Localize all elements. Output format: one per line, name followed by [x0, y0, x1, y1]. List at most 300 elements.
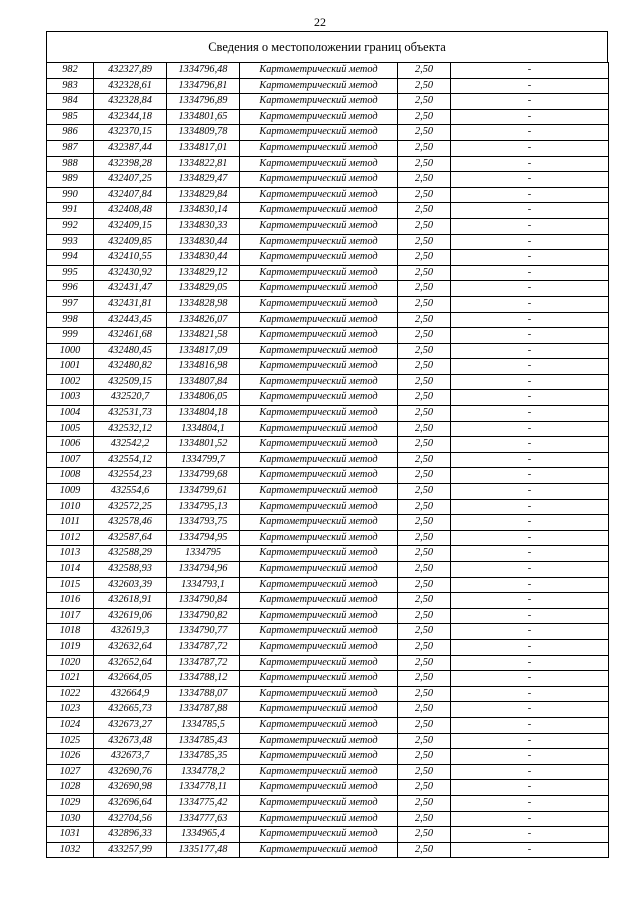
accuracy-cell: 2,50	[398, 608, 451, 624]
method-cell: Картометрический метод	[240, 312, 398, 328]
method-cell: Картометрический метод	[240, 671, 398, 687]
description-cell: -	[451, 234, 609, 250]
accuracy-cell: 2,50	[398, 109, 451, 125]
description-cell: -	[451, 406, 609, 422]
point-number-cell: 1016	[47, 593, 94, 609]
x-coordinate-cell: 432673,7	[94, 749, 167, 765]
accuracy-cell: 2,50	[398, 343, 451, 359]
point-number-cell: 1015	[47, 577, 94, 593]
point-number-cell: 1018	[47, 624, 94, 640]
point-number-cell: 991	[47, 203, 94, 219]
table-row	[47, 250, 609, 266]
accuracy-cell: 2,50	[398, 639, 451, 655]
y-coordinate-cell: 1334830,44	[167, 234, 240, 250]
table-row	[47, 187, 609, 203]
method-cell: Картометрический метод	[240, 499, 398, 515]
description-cell: -	[451, 764, 609, 780]
method-cell: Картометрический метод	[240, 717, 398, 733]
y-coordinate-cell: 1334830,14	[167, 203, 240, 219]
y-coordinate-cell: 1334830,33	[167, 218, 240, 234]
table-row	[47, 421, 609, 437]
y-coordinate-cell: 1334801,52	[167, 437, 240, 453]
point-number-cell: 1031	[47, 827, 94, 843]
point-number-cell: 1020	[47, 655, 94, 671]
table-row	[47, 499, 609, 515]
accuracy-cell: 2,50	[398, 281, 451, 297]
accuracy-cell: 2,50	[398, 733, 451, 749]
y-coordinate-cell: 1334777,63	[167, 811, 240, 827]
point-number-cell: 1027	[47, 764, 94, 780]
x-coordinate-cell: 432704,56	[94, 811, 167, 827]
method-cell: Картометрический метод	[240, 452, 398, 468]
x-coordinate-cell: 432690,76	[94, 764, 167, 780]
y-coordinate-cell: 1334796,81	[167, 78, 240, 94]
y-coordinate-cell: 1334799,61	[167, 484, 240, 500]
accuracy-cell: 2,50	[398, 686, 451, 702]
point-number-cell: 1011	[47, 515, 94, 531]
point-number-cell: 1023	[47, 702, 94, 718]
method-cell: Картометрический метод	[240, 733, 398, 749]
x-coordinate-cell: 432632,64	[94, 639, 167, 655]
y-coordinate-cell: 1334787,72	[167, 655, 240, 671]
y-coordinate-cell: 1335177,48	[167, 842, 240, 858]
point-number-cell: 1019	[47, 639, 94, 655]
description-cell: -	[451, 312, 609, 328]
y-coordinate-cell: 1334828,98	[167, 296, 240, 312]
y-coordinate-cell: 1334794,96	[167, 562, 240, 578]
accuracy-cell: 2,50	[398, 359, 451, 375]
table-row	[47, 780, 609, 796]
method-cell: Картометрический метод	[240, 608, 398, 624]
accuracy-cell: 2,50	[398, 218, 451, 234]
y-coordinate-cell: 1334795,13	[167, 499, 240, 515]
table-row	[47, 468, 609, 484]
x-coordinate-cell: 432587,64	[94, 530, 167, 546]
point-number-cell: 1021	[47, 671, 94, 687]
table-row	[47, 624, 609, 640]
accuracy-cell: 2,50	[398, 717, 451, 733]
description-cell: -	[451, 827, 609, 843]
description-cell: -	[451, 187, 609, 203]
accuracy-cell: 2,50	[398, 593, 451, 609]
point-number-cell: 1006	[47, 437, 94, 453]
x-coordinate-cell: 432370,15	[94, 125, 167, 141]
point-number-cell: 994	[47, 250, 94, 266]
y-coordinate-cell: 1334785,5	[167, 717, 240, 733]
description-cell: -	[451, 94, 609, 110]
y-coordinate-cell: 1334822,81	[167, 156, 240, 172]
point-number-cell: 1013	[47, 546, 94, 562]
description-cell: -	[451, 374, 609, 390]
description-cell: -	[451, 593, 609, 609]
description-cell: -	[451, 218, 609, 234]
x-coordinate-cell: 432673,48	[94, 733, 167, 749]
point-number-cell: 1024	[47, 717, 94, 733]
table-row	[47, 827, 609, 843]
y-coordinate-cell: 1334817,09	[167, 343, 240, 359]
table-row	[47, 218, 609, 234]
y-coordinate-cell: 1334830,44	[167, 250, 240, 266]
table-row	[47, 125, 609, 141]
accuracy-cell: 2,50	[398, 795, 451, 811]
y-coordinate-cell: 1334785,35	[167, 749, 240, 765]
y-coordinate-cell: 1334790,82	[167, 608, 240, 624]
description-cell: -	[451, 109, 609, 125]
method-cell: Картометрический метод	[240, 515, 398, 531]
description-cell: -	[451, 795, 609, 811]
point-number-cell: 1000	[47, 343, 94, 359]
x-coordinate-cell: 432531,73	[94, 406, 167, 422]
method-cell: Картометрический метод	[240, 827, 398, 843]
method-cell: Картометрический метод	[240, 359, 398, 375]
point-number-cell: 1003	[47, 390, 94, 406]
y-coordinate-cell: 1334829,47	[167, 172, 240, 188]
point-number-cell: 1017	[47, 608, 94, 624]
y-coordinate-cell: 1334816,98	[167, 359, 240, 375]
accuracy-cell: 2,50	[398, 328, 451, 344]
table-row	[47, 328, 609, 344]
accuracy-cell: 2,50	[398, 140, 451, 156]
table-row	[47, 639, 609, 655]
description-cell: -	[451, 749, 609, 765]
x-coordinate-cell: 432480,45	[94, 343, 167, 359]
y-coordinate-cell: 1334788,07	[167, 686, 240, 702]
description-cell: -	[451, 842, 609, 858]
description-cell: -	[451, 624, 609, 640]
point-number-cell: 1026	[47, 749, 94, 765]
x-coordinate-cell: 432664,05	[94, 671, 167, 687]
accuracy-cell: 2,50	[398, 780, 451, 796]
table-row	[47, 608, 609, 624]
point-number-cell: 1029	[47, 795, 94, 811]
table-row	[47, 140, 609, 156]
accuracy-cell: 2,50	[398, 764, 451, 780]
y-coordinate-cell: 1334809,78	[167, 125, 240, 141]
point-number-cell: 983	[47, 78, 94, 94]
y-coordinate-cell: 1334794,95	[167, 530, 240, 546]
x-coordinate-cell: 432327,89	[94, 63, 167, 79]
point-number-cell: 1007	[47, 452, 94, 468]
method-cell: Картометрический метод	[240, 795, 398, 811]
description-cell: -	[451, 250, 609, 266]
method-cell: Картометрический метод	[240, 281, 398, 297]
point-number-cell: 996	[47, 281, 94, 297]
table-body	[47, 63, 609, 858]
x-coordinate-cell: 432619,3	[94, 624, 167, 640]
method-cell: Картометрический метод	[240, 203, 398, 219]
description-cell: -	[451, 140, 609, 156]
table-row	[47, 842, 609, 858]
description-cell: -	[451, 546, 609, 562]
table-row	[47, 94, 609, 110]
accuracy-cell: 2,50	[398, 842, 451, 858]
method-cell: Картометрический метод	[240, 234, 398, 250]
method-cell: Картометрический метод	[240, 577, 398, 593]
x-coordinate-cell: 432408,48	[94, 203, 167, 219]
y-coordinate-cell: 1334787,88	[167, 702, 240, 718]
description-cell: -	[451, 421, 609, 437]
accuracy-cell: 2,50	[398, 374, 451, 390]
x-coordinate-cell: 432696,64	[94, 795, 167, 811]
point-number-cell: 987	[47, 140, 94, 156]
description-cell: -	[451, 780, 609, 796]
accuracy-cell: 2,50	[398, 577, 451, 593]
x-coordinate-cell: 432431,47	[94, 281, 167, 297]
x-coordinate-cell: 432344,18	[94, 109, 167, 125]
method-cell: Картометрический метод	[240, 374, 398, 390]
table-row	[47, 390, 609, 406]
table-row	[47, 63, 609, 79]
description-cell: -	[451, 63, 609, 79]
point-number-cell: 992	[47, 218, 94, 234]
table-row	[47, 764, 609, 780]
accuracy-cell: 2,50	[398, 234, 451, 250]
x-coordinate-cell: 432328,61	[94, 78, 167, 94]
table-row	[47, 437, 609, 453]
point-number-cell: 1030	[47, 811, 94, 827]
point-number-cell: 984	[47, 94, 94, 110]
description-cell: -	[451, 811, 609, 827]
method-cell: Картометрический метод	[240, 94, 398, 110]
x-coordinate-cell: 432572,25	[94, 499, 167, 515]
table-row	[47, 671, 609, 687]
method-cell: Картометрический метод	[240, 593, 398, 609]
method-cell: Картометрический метод	[240, 109, 398, 125]
accuracy-cell: 2,50	[398, 203, 451, 219]
y-coordinate-cell: 1334793,1	[167, 577, 240, 593]
point-number-cell: 1001	[47, 359, 94, 375]
accuracy-cell: 2,50	[398, 265, 451, 281]
table-row	[47, 530, 609, 546]
accuracy-cell: 2,50	[398, 437, 451, 453]
method-cell: Картометрический метод	[240, 343, 398, 359]
description-cell: -	[451, 484, 609, 500]
method-cell: Картометрический метод	[240, 187, 398, 203]
accuracy-cell: 2,50	[398, 125, 451, 141]
description-cell: -	[451, 468, 609, 484]
table-row	[47, 156, 609, 172]
y-coordinate-cell: 1334817,01	[167, 140, 240, 156]
accuracy-cell: 2,50	[398, 468, 451, 484]
table-row	[47, 172, 609, 188]
y-coordinate-cell: 1334799,7	[167, 452, 240, 468]
accuracy-cell: 2,50	[398, 94, 451, 110]
description-cell: -	[451, 655, 609, 671]
table-row	[47, 452, 609, 468]
table-row	[47, 343, 609, 359]
x-coordinate-cell: 432430,92	[94, 265, 167, 281]
table-row	[47, 234, 609, 250]
table-row	[47, 406, 609, 422]
description-cell: -	[451, 78, 609, 94]
x-coordinate-cell: 432461,68	[94, 328, 167, 344]
description-cell: -	[451, 686, 609, 702]
description-cell: -	[451, 390, 609, 406]
y-coordinate-cell: 1334804,18	[167, 406, 240, 422]
y-coordinate-cell: 1334790,77	[167, 624, 240, 640]
point-number-cell: 1022	[47, 686, 94, 702]
point-number-cell: 1028	[47, 780, 94, 796]
accuracy-cell: 2,50	[398, 671, 451, 687]
table-row	[47, 686, 609, 702]
method-cell: Картометрический метод	[240, 250, 398, 266]
x-coordinate-cell: 432407,84	[94, 187, 167, 203]
y-coordinate-cell: 1334821,58	[167, 328, 240, 344]
x-coordinate-cell: 432520,7	[94, 390, 167, 406]
x-coordinate-cell: 432409,85	[94, 234, 167, 250]
accuracy-cell: 2,50	[398, 172, 451, 188]
method-cell: Картометрический метод	[240, 125, 398, 141]
y-coordinate-cell: 1334778,2	[167, 764, 240, 780]
description-cell: -	[451, 125, 609, 141]
table-row	[47, 733, 609, 749]
x-coordinate-cell: 432588,93	[94, 562, 167, 578]
description-cell: -	[451, 437, 609, 453]
point-number-cell: 997	[47, 296, 94, 312]
point-number-cell: 993	[47, 234, 94, 250]
description-cell: -	[451, 717, 609, 733]
method-cell: Картометрический метод	[240, 749, 398, 765]
description-cell: -	[451, 156, 609, 172]
point-number-cell: 1014	[47, 562, 94, 578]
method-cell: Картометрический метод	[240, 624, 398, 640]
y-coordinate-cell: 1334785,43	[167, 733, 240, 749]
table-row	[47, 265, 609, 281]
x-coordinate-cell: 432619,06	[94, 608, 167, 624]
accuracy-cell: 2,50	[398, 296, 451, 312]
description-cell: -	[451, 733, 609, 749]
method-cell: Картометрический метод	[240, 562, 398, 578]
method-cell: Картометрический метод	[240, 484, 398, 500]
x-coordinate-cell: 432896,33	[94, 827, 167, 843]
method-cell: Картометрический метод	[240, 686, 398, 702]
point-number-cell: 1002	[47, 374, 94, 390]
y-coordinate-cell: 1334796,89	[167, 94, 240, 110]
point-number-cell: 989	[47, 172, 94, 188]
x-coordinate-cell: 432542,2	[94, 437, 167, 453]
y-coordinate-cell: 1334829,84	[167, 187, 240, 203]
accuracy-cell: 2,50	[398, 702, 451, 718]
y-coordinate-cell: 1334965,4	[167, 827, 240, 843]
description-cell: -	[451, 530, 609, 546]
method-cell: Картометрический метод	[240, 468, 398, 484]
x-coordinate-cell: 432690,98	[94, 780, 167, 796]
y-coordinate-cell: 1334787,72	[167, 639, 240, 655]
point-number-cell: 1009	[47, 484, 94, 500]
accuracy-cell: 2,50	[398, 312, 451, 328]
x-coordinate-cell: 432554,6	[94, 484, 167, 500]
description-cell: -	[451, 265, 609, 281]
description-cell: -	[451, 608, 609, 624]
table-row	[47, 359, 609, 375]
description-cell: -	[451, 671, 609, 687]
x-coordinate-cell: 432618,91	[94, 593, 167, 609]
accuracy-cell: 2,50	[398, 484, 451, 500]
y-coordinate-cell: 1334790,84	[167, 593, 240, 609]
x-coordinate-cell: 432431,81	[94, 296, 167, 312]
y-coordinate-cell: 1334793,75	[167, 515, 240, 531]
table-row	[47, 811, 609, 827]
description-cell: -	[451, 702, 609, 718]
description-cell: -	[451, 203, 609, 219]
point-number-cell: 1032	[47, 842, 94, 858]
method-cell: Картометрический метод	[240, 702, 398, 718]
x-coordinate-cell: 432509,15	[94, 374, 167, 390]
method-cell: Картометрический метод	[240, 530, 398, 546]
method-cell: Картометрический метод	[240, 63, 398, 79]
table-row	[47, 78, 609, 94]
accuracy-cell: 2,50	[398, 624, 451, 640]
method-cell: Картометрический метод	[240, 639, 398, 655]
accuracy-cell: 2,50	[398, 452, 451, 468]
description-cell: -	[451, 499, 609, 515]
x-coordinate-cell: 432410,55	[94, 250, 167, 266]
point-number-cell: 1010	[47, 499, 94, 515]
accuracy-cell: 2,50	[398, 63, 451, 79]
x-coordinate-cell: 432554,23	[94, 468, 167, 484]
table-row	[47, 203, 609, 219]
accuracy-cell: 2,50	[398, 749, 451, 765]
table-row	[47, 577, 609, 593]
method-cell: Картометрический метод	[240, 546, 398, 562]
description-cell: -	[451, 577, 609, 593]
description-cell: -	[451, 452, 609, 468]
point-number-cell: 998	[47, 312, 94, 328]
description-cell: -	[451, 281, 609, 297]
description-cell: -	[451, 639, 609, 655]
x-coordinate-cell: 432532,12	[94, 421, 167, 437]
x-coordinate-cell: 432480,82	[94, 359, 167, 375]
accuracy-cell: 2,50	[398, 390, 451, 406]
method-cell: Картометрический метод	[240, 140, 398, 156]
x-coordinate-cell: 432603,39	[94, 577, 167, 593]
accuracy-cell: 2,50	[398, 546, 451, 562]
accuracy-cell: 2,50	[398, 250, 451, 266]
y-coordinate-cell: 1334829,12	[167, 265, 240, 281]
accuracy-cell: 2,50	[398, 811, 451, 827]
y-coordinate-cell: 1334795	[167, 546, 240, 562]
table-row	[47, 484, 609, 500]
point-number-cell: 982	[47, 63, 94, 79]
x-coordinate-cell: 432387,44	[94, 140, 167, 156]
table-row	[47, 749, 609, 765]
table-row	[47, 702, 609, 718]
x-coordinate-cell: 432407,25	[94, 172, 167, 188]
x-coordinate-cell: 432652,64	[94, 655, 167, 671]
point-number-cell: 1025	[47, 733, 94, 749]
point-number-cell: 1012	[47, 530, 94, 546]
accuracy-cell: 2,50	[398, 515, 451, 531]
accuracy-cell: 2,50	[398, 655, 451, 671]
x-coordinate-cell: 432588,29	[94, 546, 167, 562]
table-row	[47, 109, 609, 125]
description-cell: -	[451, 515, 609, 531]
point-number-cell: 1004	[47, 406, 94, 422]
section-title: Сведения о местоположении границ объекта	[46, 31, 608, 62]
x-coordinate-cell: 432409,15	[94, 218, 167, 234]
point-number-cell: 995	[47, 265, 94, 281]
y-coordinate-cell: 1334826,07	[167, 312, 240, 328]
y-coordinate-cell: 1334799,68	[167, 468, 240, 484]
y-coordinate-cell: 1334796,48	[167, 63, 240, 79]
y-coordinate-cell: 1334778,11	[167, 780, 240, 796]
y-coordinate-cell: 1334807,84	[167, 374, 240, 390]
table-row	[47, 655, 609, 671]
x-coordinate-cell: 432328,84	[94, 94, 167, 110]
point-number-cell: 985	[47, 109, 94, 125]
y-coordinate-cell: 1334775,42	[167, 795, 240, 811]
point-number-cell: 1005	[47, 421, 94, 437]
